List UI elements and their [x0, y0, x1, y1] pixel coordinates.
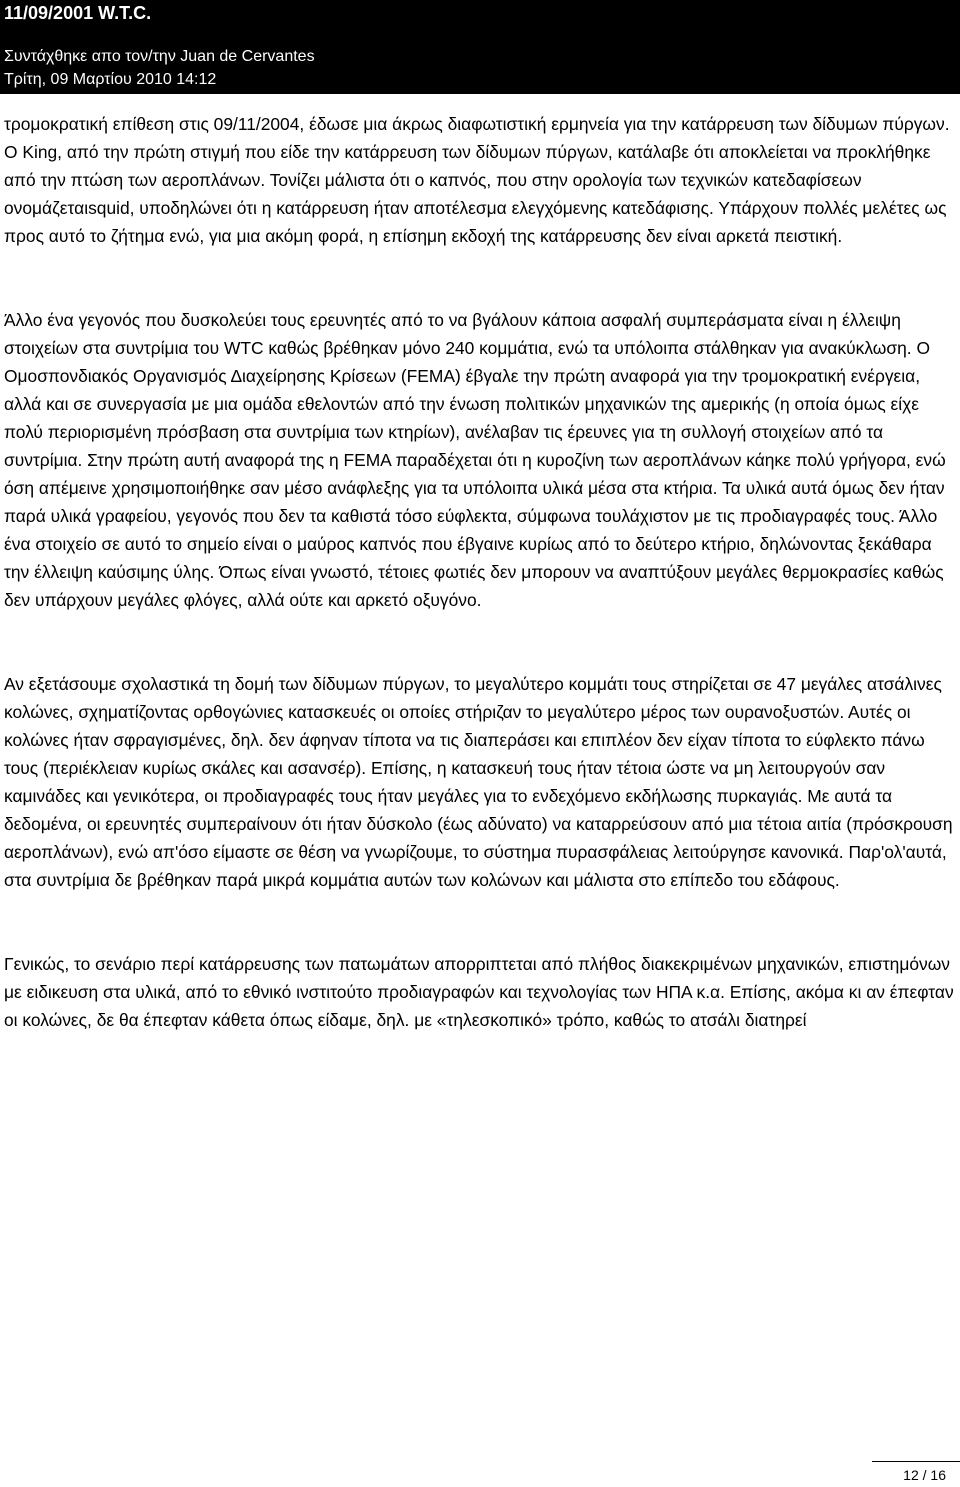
paragraph: τρομοκρατική επίθεση στις 09/11/2004, έδωσε μια άκρως διαφωτιστική ερμηνεία για την κατάρρευση των δίδυμων πύργων. Ο King, από την πρώτη στιγμή που είδε την κατάρρευση των δίδυμων πύργων, κατάλαβε ότι αποκλείεται να προκλήθηκε από την πτώση των αεροπλάνων. Τονίζει μάλιστα ότι ο καπνός, που στην ορολογία των τεχνικών κατεδαφίσεων ονομάζεταιsquid, υποδηλώνει ότι η κατάρρευση ήταν αποτέλεσμα ελεγχόμενης κατεδάφισης. Υπάρχουν πολλές μελέτες ως προς αυτό το ζήτημα ενώ, για μια ακόμη φορά, η επίσημη εκδοχή της κατάρρευσης δεν είναι αρκετά πειστική. [4, 114, 950, 246]
page-number: 12 / 16 [903, 1467, 946, 1483]
date-line: Τρίτη, 09 Μαρτίου 2010 14:12 [4, 71, 217, 88]
article-header [0, 0, 960, 94]
article-title: 11/09/2001 W.T.C. [4, 3, 152, 23]
author-line: Συντάχθηκε απο τον/την Juan de Cervantes [4, 48, 315, 65]
footer-divider [872, 1461, 960, 1462]
article-body [4, 110, 956, 1034]
paragraph: Αν εξετάσουμε σχολαστικά τη δομή των δίδυμων πύργων, το μεγαλύτερο κομμάτι τους στηρίζεται σε 47 μεγάλες ατσάλινες κολώνες, σχηματίζοντας ορθογώνιες κατασκευές οι οποίες στήριζαν το μεγαλύτερο μέρος των ουρανοξυστών. Αυτές οι κολώνες ήταν σφραγισμένες, δηλ. δεν άφηναν τίποτα να τις διαπεράσει και επιπλέον δεν είχαν τίποτα το εύφλεκτο πάνω τους (περιέκλειαν κυρίως σκάλες και ασανσέρ). Επίσης, η κατασκευή τους ήταν τέτοια ώστε να μη λειτουργούν σαν καμινάδες και γενικότερα, οι προδιαγραφές τους ήταν μεγάλες για το ενδεχόμενο εκδήλωσης πυρκαγιάς. Με αυτά τα δεδομένα, οι ερευνητές συμπεραίνουν ότι ήταν δύσκολο (έως αδύνατο) να καταρρεύσουν από μια τέτοια αιτία (πρόσκρουση αεροπλάνων), ενώ απ'όσο είμαστε σε θέση να γνωρίζουμε, το σύστημα πυρασφάλειας λειτούργησε κανονικά. Παρ'ολ'αυτά, στα συντρίμια δε βρέθηκαν παρά μικρά κομμάτια αυτών των κολώνων και μάλιστα στο επίπεδο του εδάφους. [4, 674, 953, 890]
paragraph: Γενικώς, το σενάριο περί κατάρρευσης των πατωμάτων απορριπτεται από πλήθος διακεκριμένων μηχανικών, επιστημόνων με ειδικευση στα υλικά, από το εθνικό ινστιτούτο προδιαγραφών και τεχνολογίας των ΗΠΑ κ.α. Επίσης, ακόμα κι αν έπεφταν οι κολώνες, δε θα έπεφταν κάθετα όπως είδαμε, δηλ. με «τηλεσκοπικό» τρόπο, καθώς το ατσάλι διατηρεί [4, 954, 954, 1030]
paragraph: Άλλο ένα γεγονός που δυσκολεύει τους ερευνητές από το να βγάλουν κάποια ασφαλή συμπεράσματα είναι η έλλειψη στοιχείων στα συντρίμια του WTC καθώς βρέθηκαν μόνο 240 κομμάτια, ενώ τα υπόλοιπα στάλθηκαν για ανακύκλωση. Ο Ομοσπονδιακός Οργανισμός Διαχείρησης Κρίσεων (FEMA) έβγαλε την πρώτη αναφορά για την τρομοκρατική ενέργεια, αλλά και σε συνεργασία με μια ομάδα εθελοντών από την ένωση πολιτικών μηχανικών της αμερικής (η οποία όμως είχε πολύ περιορισμένη πρόσβαση στα συντρίμια των κτηρίων), ανέλαβαν τις έρευνες για τη συλλογή στοιχείων από τα συντρίμια. Στην πρώτη αυτή αναφορά της η FEMA παραδέχεται ότι η κυροζίνη των αεροπλάνων κάηκε πολύ γρήγορα, ενώ όση απέμεινε χρησιμοποιήθηκε σαν μέσο ανάφλεξης για τα υπόλοιπα υλικά μέσα στα κτήρια. Τα υλικά αυτά όμως δεν ήταν παρά υλικά γραφείου, γεγονός που δεν τα καθιστά τόσο εύφλεκτα, σύμφωνα τουλάχιστον με τις προδιαγραφές τους. Άλλο ένα στοιχείο σε αυτό το σημείο είναι ο μαύρος καπνός που έβγαινε κυρίως από το δεύτερο κτήριο, δηλώνοντας ξεκάθαρα την έλλειψη καύσιμης ύλης. Όπως είναι γνωστό, τέτοιες φωτιές δεν μπορουν να αναπτύξουν μεγάλες θερμοκρασίες καθώς δεν υπάρχουν μεγάλες φλόγες, αλλά ούτε και αρκετό οξυγόνο. [4, 310, 946, 610]
